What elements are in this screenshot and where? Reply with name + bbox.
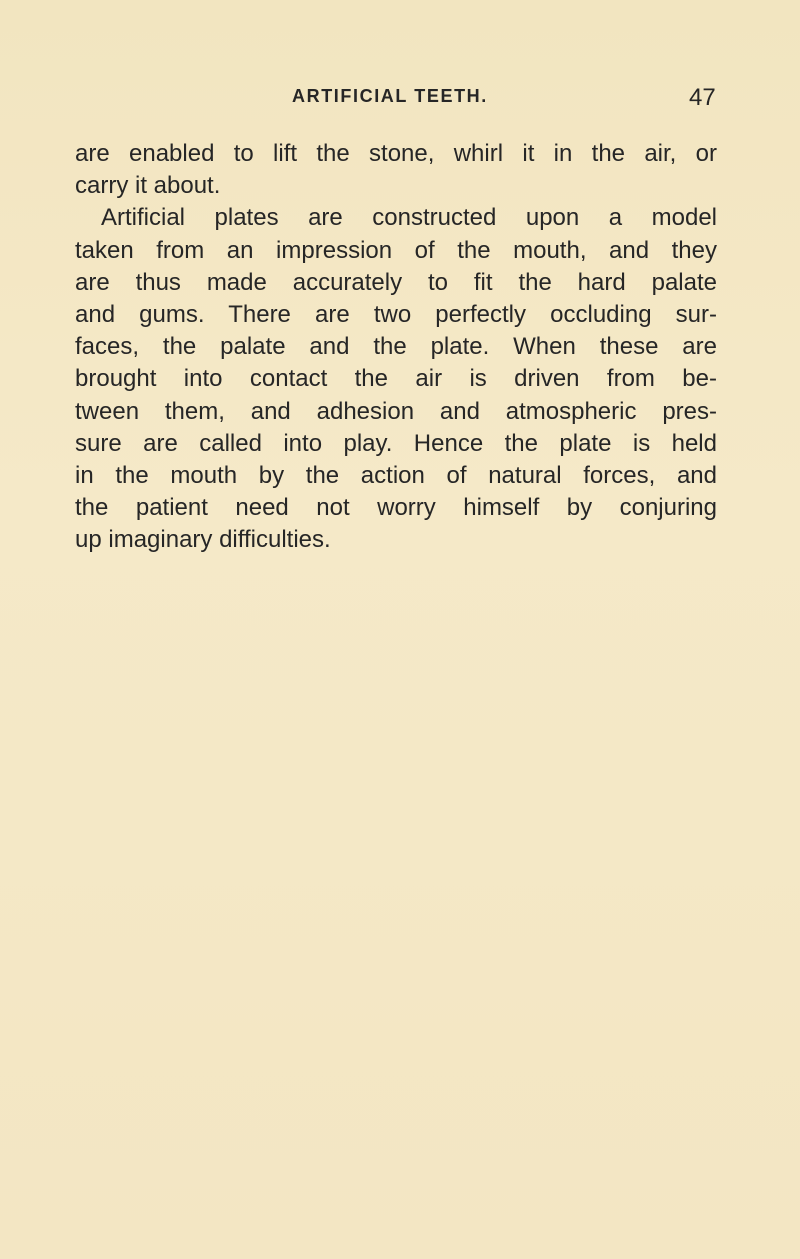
text-line: are thus made accurately to fit the hard palate	[75, 268, 717, 296]
text-line: sure are called into play. Hence the plate is held	[75, 429, 717, 457]
text-line: are enabled to lift the stone, whirl it in the air, or	[75, 140, 717, 167]
text-line: the patient need not worry himself by conjuring	[75, 494, 717, 522]
text-line: carry it about.	[75, 172, 221, 200]
text-line: tween them, and adhesion and atmospheric pres-	[75, 397, 717, 425]
paragraph-first-line: Artificial plates are constructed upon a model	[101, 204, 717, 232]
body-text	[75, 138, 717, 556]
text-line: taken from an impression of the mouth, and they	[75, 236, 717, 264]
page-number: 47	[689, 84, 716, 111]
text-line: brought into contact the air is driven from be-	[75, 365, 717, 393]
running-head	[0, 86, 800, 116]
text-line: in the mouth by the action of natural forces, and	[75, 461, 717, 489]
text-line: up imaginary difficulties.	[75, 526, 331, 554]
text-line: faces, the palate and the plate. When these are	[75, 333, 717, 361]
text-line: and gums. There are two perfectly occluding sur-	[75, 300, 717, 328]
running-title: ARTIFICIAL TEETH.	[292, 86, 488, 106]
